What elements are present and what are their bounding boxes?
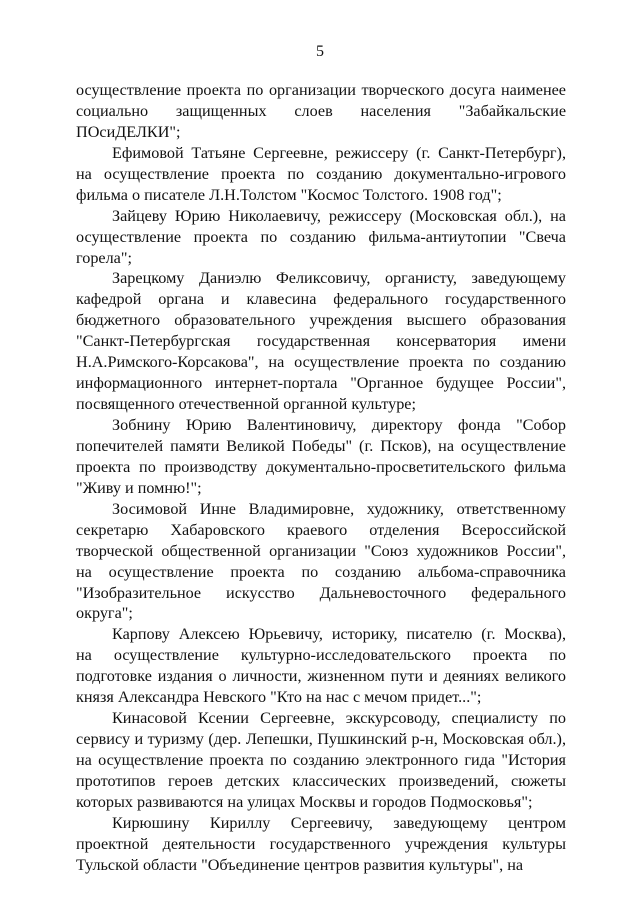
text-line: на осуществление проекта по созданию электронного гида "История bbox=[76, 751, 566, 769]
document-body bbox=[76, 80, 566, 876]
text-line: Зайцеву Юрию Николаевичу, режиссеру (Московская обл.), на bbox=[112, 206, 566, 225]
page-number: 5 bbox=[316, 43, 324, 60]
text-line: на осуществление культурно-исследовательского проекта по bbox=[76, 646, 566, 665]
text-line: Тульской области "Объединение центров развития культуры", на bbox=[76, 855, 524, 874]
text-line: проекта по производству документально-просветительского фильма bbox=[76, 457, 566, 476]
text-line: "Санкт-Петербургская государственная консерватория имени bbox=[76, 332, 566, 351]
text-line: Зобнину Юрию Валентиновичу, директору фонда "Собор bbox=[112, 416, 566, 434]
paragraph bbox=[76, 624, 566, 708]
paragraph bbox=[76, 708, 566, 813]
text-line: посвященного отечественной органной культуре; bbox=[76, 395, 416, 414]
paragraph bbox=[76, 415, 566, 499]
text-line: социально защищенных слоев населения "Забайкальские bbox=[76, 101, 566, 120]
text-line: Кирюшину Кириллу Сергеевичу, заведующему центром bbox=[112, 813, 566, 832]
text-line: Зосимовой Инне Владимировне, художнику, ответственному bbox=[112, 499, 566, 518]
text-line: которых развиваются на улицах Москвы и городов Подмосковья"; bbox=[76, 792, 533, 811]
text-line: кафедрой органа и клавесина федерального государственного bbox=[76, 290, 566, 309]
paragraph bbox=[76, 80, 566, 143]
text-line: осуществление проекта по организации творческого досуга наименее bbox=[76, 81, 566, 99]
text-line: на осуществление проекта по созданию документально-игрового bbox=[76, 164, 566, 183]
text-line: "Изобразительное искусство Дальневосточного федерального bbox=[76, 583, 566, 602]
text-line: Ефимовой Татьяне Сергеевне, режиссеру (г. Санкт-Петербург), bbox=[112, 143, 566, 162]
paragraph bbox=[76, 206, 566, 269]
text-line: горела"; bbox=[76, 248, 132, 267]
paragraph bbox=[76, 813, 566, 876]
text-line: секретарю Хабаровского краевого отделения Всероссийской bbox=[76, 520, 566, 539]
paragraph bbox=[76, 268, 566, 415]
text-line: сервису и туризму (дер. Лепешки, Пушкинский р-н, Московская обл.), bbox=[76, 730, 566, 749]
text-line: прототипов героев детских классических произведений, сюжеты bbox=[76, 771, 566, 790]
text-line: Карпову Алексею Юрьевичу, историку, писателю (г. Москва), bbox=[112, 625, 566, 644]
text-line: на осуществление проекта по созданию альбома-справочника bbox=[76, 562, 566, 581]
text-line: Зарецкому Даниэлю Феликсовичу, органисту, заведующему bbox=[112, 269, 566, 288]
text-line: фильма о писателе Л.Н.Толстом "Космос Толстого. 1908 год"; bbox=[76, 185, 502, 204]
text-line: бюджетного образовательного учреждения высшего образования bbox=[76, 311, 566, 330]
text-line: князя Александра Невского "Кто на нас с мечом придет..."; bbox=[76, 688, 482, 707]
text-line: попечителей памяти Великой Победы" (г. Псков), на осуществление bbox=[76, 436, 566, 455]
text-line: осуществление проекта по созданию фильма-антиутопии "Свеча bbox=[76, 227, 566, 246]
text-line: подготовке издания о личности, жизненном пути и деяниях великого bbox=[76, 667, 566, 686]
text-line: творческой общественной организации "Союз художников России", bbox=[76, 541, 566, 560]
text-line: ПОсиДЕЛКИ"; bbox=[76, 122, 181, 141]
paragraph bbox=[76, 143, 566, 206]
text-line: Кинасовой Ксении Сергеевне, экскурсоводу, специалисту по bbox=[112, 709, 566, 728]
text-line: Н.А.Римского-Корсакова", на осуществление проекта по созданию bbox=[76, 353, 566, 372]
text-line: информационного интернет-портала "Органное будущее России", bbox=[76, 374, 566, 393]
text-line: "Живу и помню!"; bbox=[76, 478, 202, 497]
text-line: проектной деятельности государственного учреждения культуры bbox=[76, 834, 566, 853]
paragraph bbox=[76, 499, 566, 625]
text-line: округа"; bbox=[76, 604, 133, 623]
